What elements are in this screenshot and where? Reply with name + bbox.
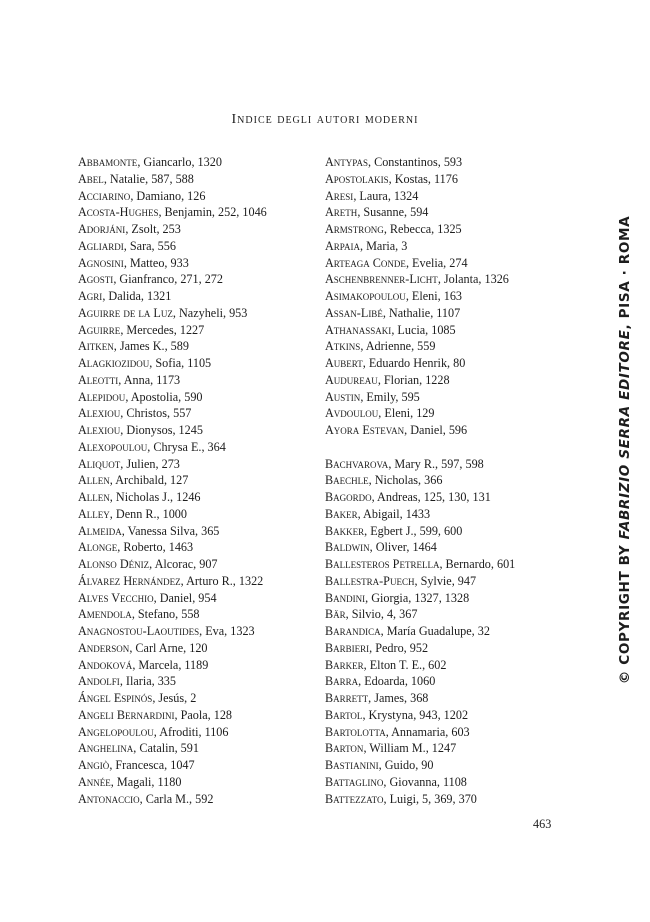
index-entry [78,305,267,322]
entry-surname: Aresi [325,188,354,203]
entry-surname: Allen [78,490,110,504]
entry-details: , Mary R., 597, 598 [388,456,484,471]
entry-surname: Bagordo [325,490,372,504]
entry-surname: Aguirre de la Luz [78,305,173,320]
index-entry [78,372,267,389]
entry-surname: Antonaccio [78,791,140,806]
entry-details: , Sylvie, 947 [414,573,477,588]
entry-details: , Edoarda, 1060 [358,674,436,689]
index-entry [78,221,267,238]
entry-details: , Annamaria, 603 [385,724,470,739]
index-entry [78,322,267,339]
entry-details: , Arturo R., 1322 [180,573,264,588]
group-separator [325,439,515,456]
entry-details: , Laura, 1324 [353,188,419,203]
index-entry [325,288,515,305]
entry-surname: Asimakopoulou [325,289,406,303]
entry-details: , Egbert J., 599, 600 [364,523,463,538]
entry-surname: Barbieri [325,640,370,655]
entry-surname: Antypas [325,155,368,169]
copyright-prefix: © COPYRIGHT BY [617,539,633,685]
entry-details: , Dalida, 1321 [102,289,172,303]
entry-surname: Arteaga Conde [325,255,406,270]
entry-details: , Matteo, 933 [123,255,189,270]
entry-surname: Alonge [78,540,118,555]
entry-details: , Zsolt, 253 [125,222,181,236]
entry-surname: Athanassaki [325,322,392,337]
entry-details: , Alcorac, 907 [149,557,218,571]
index-entry [78,405,267,422]
entry-surname: Battaglino [325,774,384,789]
index-entry [78,556,267,573]
entry-details: , Florian, 1228 [377,372,450,387]
entry-surname: Aschenbrenner-Licht [325,272,438,287]
entry-surname: Atkins [325,339,361,354]
index-entry [325,305,515,322]
entry-details: , Abigail, 1433 [357,506,431,521]
index-entry [325,255,515,272]
entry-surname: Agri [78,289,103,303]
entry-details: , Sara, 556 [123,238,176,253]
entry-details: , Eva, 1323 [199,624,255,638]
entry-details: , Emily, 595 [360,389,420,404]
entry-details: , Damiano, 126 [130,188,206,203]
index-entry [325,238,515,255]
index-entry [78,355,267,372]
entry-details: , Eleni, 129 [378,406,435,421]
entry-surname: Baldwin [325,540,370,555]
copyright-publisher: FABRIZIO SERRA EDITORE [617,329,633,540]
entry-details: , Gianfranco, 271, 272 [113,272,223,287]
index-entry [78,456,267,473]
entry-details: , Natalie, 587, 588 [103,171,194,186]
entry-surname: Aubert [325,356,363,370]
entry-details: , Apostolia, 590 [125,389,203,404]
entry-details: , Nicholas, 366 [368,473,443,488]
entry-surname: Angeli Bernardini [78,707,175,722]
entry-surname: Areth [325,205,358,220]
entry-details: , María Guadalupe, 32 [380,624,490,638]
index-entry [78,255,267,272]
index-entry [325,573,515,590]
entry-surname: Alexopoulou [78,439,148,454]
entry-surname: Abbamonte [78,155,138,169]
page-number: 463 [533,817,552,831]
index-entry [78,171,267,188]
entry-surname: Andoková [78,657,133,672]
entry-details: , William M., 1247 [363,741,457,756]
entry-details: , Andreas, 125, 130, 131 [371,490,491,504]
entry-surname: Ballestra-Puech [325,573,415,588]
entry-surname: Bastianini [325,758,379,772]
index-entry [78,673,267,690]
entry-surname: Amendola [78,607,132,622]
index-entry [78,724,267,741]
index-entry [325,171,515,188]
entry-details: , Daniel, 954 [153,590,217,605]
index-entry [325,271,515,288]
entry-details: , Afroditi, 1106 [153,724,229,739]
entry-details: , Dionysos, 1245 [120,423,203,437]
index-entry [78,489,267,506]
index-entry [325,338,515,355]
index-entry [325,673,515,690]
entry-surname: Ballesteros Petrella [325,557,440,571]
entry-surname: Andolfi [78,674,120,689]
index-entry [78,640,267,657]
entry-details: , Chrysa E., 364 [147,439,226,454]
index-entry [325,640,515,657]
entry-surname: Aitken [78,339,114,354]
index-entry [325,690,515,707]
entry-surname: Angiò [78,758,110,772]
entry-details: , Jesús, 2 [152,691,197,705]
page-title: Indice degli autori moderni [231,112,419,127]
entry-surname: Apostolakis [325,171,389,186]
index-entry [78,389,267,406]
entry-surname: Bakker [325,523,365,538]
entry-surname: Alepidou [78,389,126,404]
entry-details: , Evelia, 274 [405,255,468,270]
entry-details: , Nicholas J., 1246 [109,490,201,504]
entry-surname: Aliquot [78,456,121,471]
entry-details: , Paola, 128 [174,707,233,722]
entry-details: , Julien, 273 [120,456,180,471]
entry-details: , Bernardo, 601 [439,557,516,571]
entry-details: , Guido, 90 [378,758,434,772]
entry-surname: Agnosini [78,255,124,270]
entry-details: , Daniel, 596 [404,423,468,437]
entry-details: , Susanne, 594 [357,205,429,220]
entry-surname: Avdoulou [325,406,379,421]
entry-details: , Nazyheli, 953 [172,305,248,320]
entry-details: , Elton T. E., 602 [363,657,447,672]
index-column-right [325,154,515,807]
index-entry [78,740,267,757]
index-entry [325,389,515,406]
entry-details: , James K., 589 [113,339,189,354]
index-entry [78,573,267,590]
entry-surname: Bartolotta [325,724,386,739]
entry-surname: Anagnostou-Laoutides [78,624,200,638]
entry-details: , Jolanta, 1326 [437,272,509,287]
copyright-suffix: , PISA · ROMA [617,215,633,330]
entry-surname: Álvarez Hernández [78,573,181,588]
entry-surname: Audureau [325,372,378,387]
index-entry [325,221,515,238]
entry-surname: Adorjáni [78,222,126,236]
entry-details: , Silvio, 4, 367 [345,607,418,622]
index-entry [78,506,267,523]
entry-surname: Alley [78,506,110,521]
entry-details: , Denn R., 1000 [109,506,187,521]
index-entry [325,405,515,422]
entry-surname: Barandica [325,624,381,638]
entry-details: , Oliver, 1464 [369,540,437,555]
copyright-notice [617,216,633,685]
entry-details: , Krystyna, 943, 1202 [362,707,469,722]
entry-surname: Alonso Déniz [78,557,150,571]
index-entry [325,539,515,556]
index-entry [325,590,515,607]
entry-details: , Carla M., 592 [139,791,214,806]
entry-surname: Allen [78,473,110,488]
index-entry [78,238,267,255]
index-entry [78,606,267,623]
index-entry [325,556,515,573]
entry-surname: Barrett [325,691,369,705]
index-entry [325,606,515,623]
entry-details: , Francesca, 1047 [109,758,195,772]
index-entry [325,724,515,741]
entry-surname: Angelopoulou [78,724,154,739]
entry-details: , Nathalie, 1107 [382,305,461,320]
entry-surname: Arpaia [325,238,360,253]
entry-surname: Alagkiozidou [78,356,150,370]
index-group-a [325,154,515,439]
entry-details: , Rebecca, 1325 [383,222,462,236]
entry-details: , James, 368 [368,691,429,705]
entry-details: , Constantinos, 593 [367,155,463,169]
entry-surname: Barker [325,657,364,672]
index-entry [78,757,267,774]
index-entry [78,271,267,288]
entry-details: , Benjamin, 252, 1046 [158,205,267,220]
entry-details: , Adrienne, 559 [360,339,436,354]
entry-surname: Barra [325,674,359,689]
entry-details: , Mercedes, 1227 [120,322,205,337]
index-entry [78,590,267,607]
entry-surname: Bartol [325,707,363,722]
index-entry [325,740,515,757]
index-entry [78,657,267,674]
entry-surname: Année [78,774,111,789]
index-entry [78,523,267,540]
entry-details: , Eduardo Henrik, 80 [362,356,466,370]
entry-details: , Giancarlo, 1320 [137,155,222,169]
entry-details: , Anna, 1173 [118,372,181,387]
entry-details: , Eleni, 163 [405,289,463,303]
index-entry [325,188,515,205]
entry-details: , Sofia, 1105 [149,356,212,370]
entry-surname: Armstrong [325,222,384,236]
index-entry [78,154,267,171]
index-entry [78,439,267,456]
entry-surname: Bär [325,607,346,622]
entry-surname: Agosti [78,272,114,287]
entry-details: , Giovanna, 1108 [383,774,467,789]
entry-details: , Kostas, 1176 [388,171,458,186]
entry-details: , Vanessa Silva, 365 [121,523,220,538]
index-entry [325,523,515,540]
entry-surname: Battezzato [325,791,384,806]
index-column-left [78,154,267,807]
entry-details: , Christos, 557 [120,406,192,421]
index-entry [78,204,267,221]
entry-surname: Assan-Libé [325,305,383,320]
index-entry [325,456,515,473]
entry-surname: Anderson [78,640,130,655]
entry-surname: Austin [325,389,361,404]
index-entry [325,322,515,339]
entry-surname: Baechle [325,473,369,488]
index-entry [325,422,515,439]
entry-details: , Maria, 3 [359,238,408,253]
index-entry [325,204,515,221]
index-entry [78,288,267,305]
index-entry [78,690,267,707]
index-entry [325,472,515,489]
entry-surname: Abel [78,171,104,186]
entry-surname: Bachvarova [325,456,389,471]
entry-details: , Ilaria, 335 [119,674,176,689]
entry-surname: Alves Vecchio [78,590,154,605]
entry-surname: Almeida [78,523,122,538]
index-entry [325,757,515,774]
entry-details: , Giorgia, 1327, 1328 [365,590,470,605]
entry-details: , Carl Arne, 120 [129,640,208,655]
index-entry [78,623,267,640]
entry-surname: Anghelina [78,741,134,756]
index-entry [325,355,515,372]
entry-details: , Marcela, 1189 [132,657,209,672]
entry-surname: Barton [325,741,364,756]
entry-details: , Roberto, 1463 [117,540,194,555]
index-entry [78,774,267,791]
index-entry [325,791,515,808]
entry-surname: Ángel Espinós [78,691,153,705]
entry-details: , Pedro, 952 [369,640,429,655]
entry-details: , Catalin, 591 [133,741,199,756]
entry-details: , Magali, 1180 [110,774,182,789]
index-entry [325,154,515,171]
index-group-b [325,456,515,808]
index-entry [78,539,267,556]
entry-details: , Archibald, 127 [109,473,189,488]
index-entry [78,422,267,439]
entry-details: , Luigi, 5, 369, 370 [383,791,477,806]
entry-surname: Ayora Estevan [325,423,405,437]
entry-surname: Baker [325,506,358,521]
entry-surname: Aguirre [78,322,121,337]
index-entry [78,188,267,205]
index-entry [325,707,515,724]
index-entry [325,372,515,389]
index-entry [78,791,267,808]
entry-details: , Stefano, 558 [131,607,200,622]
index-entry [78,707,267,724]
entry-surname: Acciarino [78,188,131,203]
index-entry [325,657,515,674]
entry-details: , Lucia, 1085 [391,322,456,337]
index-entry [325,506,515,523]
entry-surname: Alexiou [78,406,121,421]
entry-surname: Bandini [325,590,366,605]
index-entry [78,472,267,489]
entry-surname: Alexiou [78,423,121,437]
entry-surname: Acosta-Hughes [78,205,159,220]
index-entry [78,338,267,355]
index-entry [325,623,515,640]
index-entry [325,489,515,506]
entry-surname: Aleotti [78,372,119,387]
entry-surname: Agliardi [78,238,124,253]
index-entry [325,774,515,791]
